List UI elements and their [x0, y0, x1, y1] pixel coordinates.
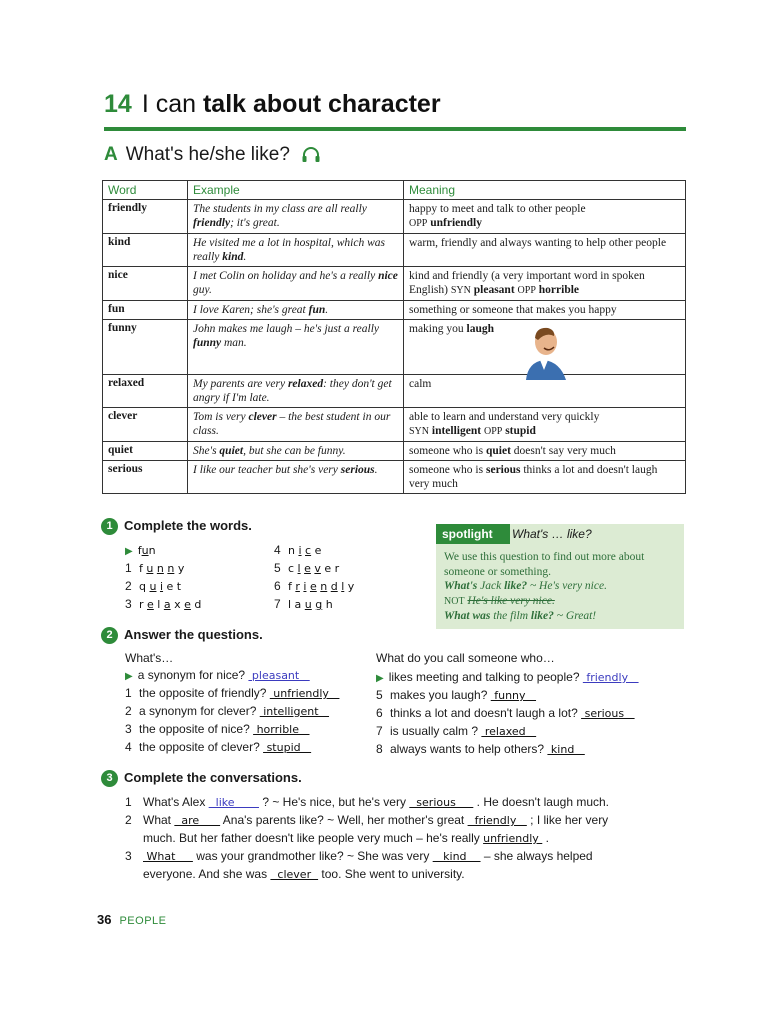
page-footer [97, 912, 167, 927]
example-cell: She's quiet, but she can be funny. [188, 442, 404, 461]
word-cell: friendly [103, 200, 188, 234]
question-item: ▶ a synonym for nice? pleasant [125, 668, 310, 682]
conversation-line: 2 What are Ana's parents like? ~ Well, her mother's great friendly ; I like her very [125, 813, 609, 827]
unit-title-bold: talk about character [202, 90, 441, 118]
word-item: 7 l a u g h [274, 597, 333, 611]
exercise-1-heading [101, 518, 252, 535]
word-cell: fun [103, 301, 188, 320]
exercise-1-title: Complete the words. [124, 518, 252, 533]
meaning-cell: calm [404, 375, 686, 408]
table-row [103, 234, 686, 267]
conversation-line: 3 What was your grandmother like? ~ She was very kind – she always helped [125, 849, 593, 863]
table-row [103, 301, 686, 320]
exercise-3-title: Complete the conversations. [124, 770, 302, 785]
example-cell: My parents are very relaxed: they don't get angry if I'm late. [188, 375, 404, 408]
conversation-line: 1 What's Alex like ? ~ He's nice, but he's very serious . He doesn't laugh much. [125, 795, 610, 809]
meaning-cell: making you laugh [404, 320, 686, 375]
example-cell: He visited me a lot in hospital, which was really kind. [188, 234, 404, 267]
example-cell: I love Karen; she's great fun. [188, 301, 404, 320]
word-cell: relaxed [103, 375, 188, 408]
col-word: Word [103, 181, 188, 200]
word-item: 1 f u n n y [125, 561, 185, 575]
word-cell: serious [103, 461, 188, 494]
question-item: 3 the opposite of nice? horrible [125, 722, 310, 736]
unit-title-pre: I can [141, 90, 197, 118]
meaning-cell: able to learn and understand very quickly SYN intelligent OPP stupid [404, 408, 686, 442]
table-row [103, 320, 686, 375]
exercise-2-number: 2 [101, 627, 118, 644]
question-item: 8 always wants to help others? kind [376, 742, 585, 756]
question-item: 2 a synonym for clever? intelligent [125, 704, 330, 718]
question-item: 1 the opposite of friendly? unfriendly [125, 686, 340, 700]
table-row [103, 442, 686, 461]
spotlight-body: We use this question to find out more about someone or something. What's Jack like? ~ He's very nice. NOT He's like very nice. What was the film like? ~ Great! [444, 551, 645, 622]
word-cell: kind [103, 234, 188, 267]
spotlight-heading: What's … like? [512, 527, 592, 541]
spotlight-tag: spotlight [436, 524, 510, 544]
vocab-table [102, 180, 686, 494]
meaning-cell: something or someone that makes you happy [404, 301, 686, 320]
title-rule [104, 127, 686, 131]
table-row [103, 200, 686, 234]
question-item: ▶ likes meeting and talking to people? friendly [376, 670, 639, 684]
word-cell: funny [103, 320, 188, 375]
meaning-cell: someone who is quiet doesn't say very much [404, 442, 686, 461]
exercise-2-heading [101, 627, 263, 644]
exercise-3-number: 3 [101, 770, 118, 787]
word-item: 2 q u i e t [125, 579, 182, 593]
section-a-heading [104, 144, 321, 166]
question-item: 4 the opposite of clever? stupid [125, 740, 312, 754]
unit-title [104, 90, 441, 119]
word-item: 6 f r i e n d l y [274, 579, 355, 593]
conversation-line: everyone. And she was clever too. She went to university. [143, 867, 465, 881]
meaning-cell: kind and friendly (a very important word in spoken English) SYN pleasant OPP horrible [404, 267, 686, 301]
meaning-cell: warm, friendly and always wanting to help other people [404, 234, 686, 267]
example-cell: Tom is very clever – the best student in our class. [188, 408, 404, 442]
table-row [103, 461, 686, 494]
headphones-icon [301, 147, 321, 163]
question-item: 6 thinks a lot and doesn't laugh a lot? serious [376, 706, 635, 720]
word-item: 4 n i c e [274, 543, 322, 557]
word-cell: quiet [103, 442, 188, 461]
section-title: What's he/she like? [125, 144, 290, 165]
meaning-cell: happy to meet and talk to other people OPP unfriendly [404, 200, 686, 234]
meaning-cell: someone who is serious thinks a lot and doesn't laugh very much [404, 461, 686, 494]
page-number: 36 [97, 912, 112, 927]
exercise-1-number: 1 [101, 518, 118, 535]
exercise-3-heading [101, 770, 302, 787]
word-item: ▶ fun [125, 544, 156, 557]
section-letter: A [104, 144, 118, 165]
question-item: 5 makes you laugh? funny [376, 688, 537, 702]
conversation-line: much. But her father doesn't like people very much – he's really unfriendly . [143, 831, 549, 845]
word-cell: nice [103, 267, 188, 301]
col-meaning: Meaning [404, 181, 686, 200]
word-item: 3 r e l a x e d [125, 597, 202, 611]
table-row [103, 267, 686, 301]
exercise-2-right-intro: What do you call someone who… [376, 651, 555, 665]
unit-number: 14 [104, 90, 132, 118]
table-row [103, 375, 686, 408]
spotlight-box [436, 524, 684, 629]
section-name: PEOPLE [119, 915, 167, 927]
example-cell: John makes me laugh – he's just a really funny man. [188, 320, 404, 375]
exercise-2-left-intro: What's… [125, 651, 174, 665]
question-item: 7 is usually calm ? relaxed [376, 724, 537, 738]
word-item: 5 c l e v e r [274, 561, 340, 575]
exercise-2-title: Answer the questions. [124, 627, 263, 642]
example-cell: I met Colin on holiday and he's a really nice guy. [188, 267, 404, 301]
laughing-man-illustration [522, 322, 570, 380]
example-cell: The students in my class are all really friendly; it's great. [188, 200, 404, 234]
table-row [103, 408, 686, 442]
word-cell: clever [103, 408, 188, 442]
example-cell: I like our teacher but she's very serious. [188, 461, 404, 494]
col-example: Example [188, 181, 404, 200]
